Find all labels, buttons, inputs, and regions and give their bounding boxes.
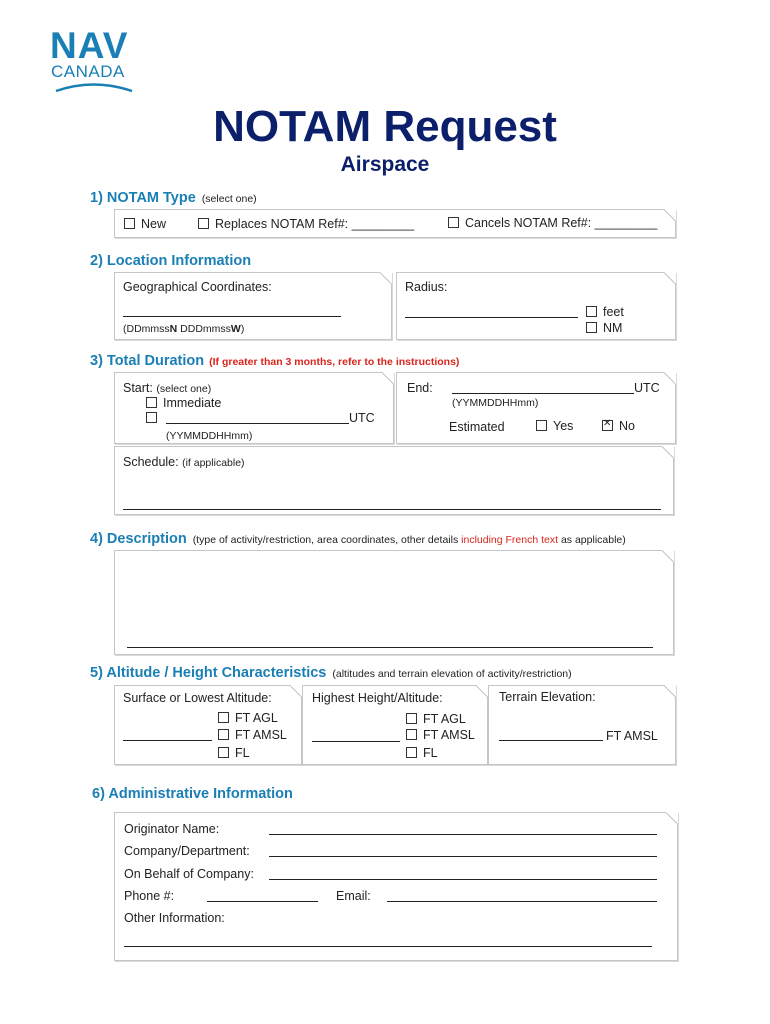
highest-fl-label: FL <box>423 746 438 760</box>
feet-checkbox[interactable] <box>586 306 597 317</box>
originator-input-line[interactable] <box>269 834 657 835</box>
start-format-hint: (YYMMDDHHmm) <box>166 430 253 442</box>
section-4-note-a: (type of activity/restriction, area coordinates, other details <box>192 534 462 546</box>
end-utc-label: UTC <box>634 381 660 395</box>
highest-ft-agl-checkbox[interactable] <box>406 713 417 724</box>
no-checkbox[interactable] <box>602 420 613 431</box>
logo-canada-text: CANADA <box>51 62 125 81</box>
schedule-label: Schedule: <box>123 455 179 469</box>
start-utc-label: UTC <box>349 411 375 425</box>
email-input-line[interactable] <box>387 901 657 902</box>
admin-info-box <box>114 812 678 961</box>
section-1-title <box>90 189 257 208</box>
highest-ft-amsl-option[interactable] <box>406 727 475 743</box>
behalf-input-line[interactable] <box>269 879 657 880</box>
originator-label: Originator Name: <box>124 822 220 836</box>
behalf-label: On Behalf of Company: <box>124 867 254 881</box>
description-box[interactable] <box>114 550 674 655</box>
section-3-heading: 3) Total Duration <box>90 353 205 369</box>
start-note: (select one) <box>156 383 212 395</box>
highest-label: Highest Height/Altitude: <box>312 691 443 705</box>
section-2-title: 2) Location Information <box>90 253 252 269</box>
section-4-title <box>90 530 626 549</box>
surface-ft-agl-checkbox[interactable] <box>218 712 229 723</box>
surface-label: Surface or Lowest Altitude: <box>123 691 272 705</box>
surface-ft-amsl-option[interactable] <box>218 727 287 743</box>
surface-fl-option[interactable] <box>218 745 250 761</box>
cancels-option[interactable] <box>448 215 657 231</box>
terrain-unit-label: FT AMSL <box>606 729 658 743</box>
section-4-note-red: including French text <box>461 534 559 546</box>
replaces-option[interactable] <box>198 216 414 232</box>
schedule-box <box>114 446 674 515</box>
highest-ft-amsl-label: FT AMSL <box>423 728 475 742</box>
logo-nav-text: NAV <box>50 25 129 66</box>
end-box <box>396 372 676 444</box>
section-5-title <box>90 664 572 683</box>
estimated-yes-option[interactable] <box>536 418 573 434</box>
company-label: Company/Department: <box>124 844 250 858</box>
start-label: Start: <box>123 381 153 395</box>
section-3-title <box>90 352 459 371</box>
description-input-line[interactable] <box>127 647 653 648</box>
highest-altitude-box <box>302 685 488 765</box>
schedule-label-row <box>123 454 245 471</box>
start-box <box>114 372 394 444</box>
new-checkbox[interactable] <box>124 218 135 229</box>
geo-format-w: W <box>230 323 241 335</box>
new-option[interactable] <box>124 216 166 232</box>
section-5-note: (altitudes and terrain elevation of activity/restriction) <box>332 668 572 680</box>
terrain-elevation-box <box>488 685 676 765</box>
nav-canada-logo <box>50 26 145 96</box>
company-input-line[interactable] <box>269 856 657 857</box>
nm-option[interactable] <box>586 320 622 336</box>
radius-input-line[interactable] <box>405 317 578 318</box>
highest-input-line[interactable] <box>312 741 400 742</box>
geo-format-n: N <box>169 323 178 335</box>
end-label: End: <box>407 381 433 395</box>
surface-input-line[interactable] <box>123 740 212 741</box>
estimated-no-option[interactable] <box>602 418 635 434</box>
geo-format-mid: DDDmmss <box>177 323 231 335</box>
geo-format-suffix: ) <box>240 323 245 335</box>
highest-fl-checkbox[interactable] <box>406 747 417 758</box>
start-utc-input-line[interactable] <box>166 423 349 424</box>
geo-format-hint <box>123 321 244 337</box>
notam-type-box <box>114 209 676 238</box>
phone-label: Phone #: <box>124 889 175 903</box>
nm-label: NM <box>603 321 623 335</box>
feet-label: feet <box>603 305 624 319</box>
geo-input-line[interactable] <box>123 316 341 317</box>
highest-ft-agl-option[interactable] <box>406 711 466 727</box>
section-4-note-b: as applicable) <box>558 534 626 546</box>
section-6-title: 6) Administrative Information <box>92 786 293 802</box>
surface-altitude-box <box>114 685 302 765</box>
surface-ft-amsl-label: FT AMSL <box>235 728 287 742</box>
no-label: No <box>619 419 635 433</box>
other-info-label: Other Information: <box>124 911 225 925</box>
surface-ft-agl-label: FT AGL <box>235 711 278 725</box>
replaces-checkbox[interactable] <box>198 218 209 229</box>
replaces-label: Replaces NOTAM Ref#: _________ <box>215 217 415 231</box>
geo-coordinates-box <box>114 272 392 340</box>
cancels-label: Cancels NOTAM Ref#: _________ <box>465 216 658 230</box>
logo-swoosh-icon <box>54 80 134 94</box>
surface-ft-amsl-checkbox[interactable] <box>218 729 229 740</box>
surface-fl-label: FL <box>235 746 250 760</box>
geo-format-prefix: (DDmmss <box>123 323 170 335</box>
email-label: Email: <box>336 889 371 903</box>
section-4-heading: 4) Description <box>90 531 187 547</box>
other-info-input-line[interactable] <box>124 946 652 947</box>
page-subtitle: Airspace <box>340 153 430 176</box>
highest-ft-agl-label: FT AGL <box>423 712 466 726</box>
phone-input-line[interactable] <box>207 901 318 902</box>
immediate-checkbox[interactable] <box>146 397 157 408</box>
terrain-label: Terrain Elevation: <box>499 690 596 704</box>
section-1-note: (select one) <box>201 193 257 205</box>
surface-ft-agl-option[interactable] <box>218 710 278 726</box>
highest-fl-option[interactable] <box>406 745 438 761</box>
section-4-note <box>193 534 626 546</box>
highest-ft-amsl-checkbox[interactable] <box>406 729 417 740</box>
start-utc-option[interactable] <box>146 410 163 426</box>
schedule-note: (if applicable) <box>182 457 245 469</box>
section-5-heading: 5) Altitude / Height Characteristics <box>90 665 327 681</box>
surface-fl-checkbox[interactable] <box>218 747 229 758</box>
feet-option[interactable] <box>586 304 624 320</box>
cancels-checkbox[interactable] <box>448 217 459 228</box>
section-1-heading: 1) NOTAM Type <box>90 190 196 206</box>
terrain-input-line[interactable] <box>499 740 603 741</box>
estimated-label: Estimated <box>449 420 505 434</box>
geo-label: Geographical Coordinates: <box>123 280 272 294</box>
nm-checkbox[interactable] <box>586 322 597 333</box>
immediate-label: Immediate <box>163 396 222 410</box>
radius-label: Radius: <box>405 280 448 294</box>
yes-checkbox[interactable] <box>536 420 547 431</box>
new-label: New <box>141 217 167 231</box>
radius-box <box>396 272 676 340</box>
section-3-note: (If greater than 3 months, refer to the instructions) <box>209 356 460 368</box>
schedule-input-line[interactable] <box>123 509 661 510</box>
end-utc-input-line[interactable] <box>452 393 634 394</box>
yes-label: Yes <box>553 419 574 433</box>
page-title: NOTAM Request <box>213 102 557 151</box>
end-format-hint: (YYMMDDHHmm) <box>452 397 539 409</box>
immediate-option[interactable] <box>146 395 221 411</box>
start-utc-checkbox[interactable] <box>146 412 157 423</box>
